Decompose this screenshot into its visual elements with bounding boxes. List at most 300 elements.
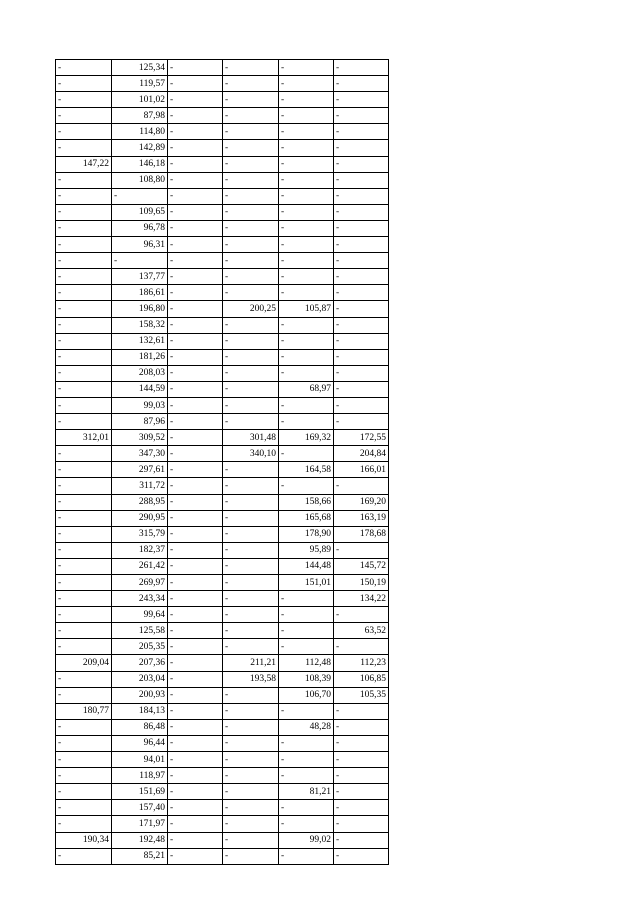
- table-cell: 144,59: [112, 381, 168, 397]
- table-row: [56, 172, 389, 188]
- table-cell: -: [168, 397, 223, 413]
- table-cell: 114,80: [112, 124, 168, 140]
- table-row: [56, 60, 389, 76]
- table-cell: 96,44: [112, 735, 168, 751]
- table-cell: -: [56, 752, 112, 768]
- table-cell: -: [279, 60, 334, 76]
- table-cell: 186,61: [112, 285, 168, 301]
- table-row: [56, 462, 389, 478]
- table-cell: -: [334, 237, 389, 253]
- table-cell: -: [223, 60, 279, 76]
- table-row: [56, 623, 389, 639]
- table-cell: 169,32: [279, 430, 334, 446]
- table-cell: 163,19: [334, 510, 389, 526]
- table-cell: -: [168, 285, 223, 301]
- table-cell: 158,32: [112, 317, 168, 333]
- table-cell: -: [56, 735, 112, 751]
- table-cell: 196,80: [112, 301, 168, 317]
- table-row: [56, 768, 389, 784]
- table-cell: -: [56, 848, 112, 864]
- table-cell: -: [56, 494, 112, 510]
- table-cell: -: [334, 752, 389, 768]
- table-row: [56, 816, 389, 832]
- table-row: [56, 591, 389, 607]
- table-cell: -: [168, 848, 223, 864]
- table-row: [56, 526, 389, 542]
- table-cell: -: [56, 381, 112, 397]
- table-cell: -: [168, 735, 223, 751]
- table-cell: -: [334, 639, 389, 655]
- table-cell: -: [223, 510, 279, 526]
- table-cell: -: [168, 526, 223, 542]
- table-cell: 48,28: [279, 719, 334, 735]
- table-cell: -: [279, 269, 334, 285]
- table-cell: -: [223, 285, 279, 301]
- table-cell: -: [334, 719, 389, 735]
- table-cell: -: [223, 623, 279, 639]
- table-cell: 190,34: [56, 832, 112, 848]
- table-cell: 87,96: [112, 414, 168, 430]
- table-cell: -: [334, 784, 389, 800]
- table-cell: 211,21: [223, 655, 279, 671]
- table-row: [56, 558, 389, 574]
- table-cell: -: [223, 381, 279, 397]
- table-cell: 145,72: [334, 558, 389, 574]
- table-cell: -: [223, 349, 279, 365]
- table-cell: -: [223, 558, 279, 574]
- table-cell: -: [334, 381, 389, 397]
- table-cell: -: [334, 848, 389, 864]
- table-cell: -: [56, 768, 112, 784]
- table-cell: -: [168, 317, 223, 333]
- table-cell: -: [334, 542, 389, 558]
- table-cell: -: [223, 140, 279, 156]
- table-cell: -: [168, 349, 223, 365]
- table-cell: 108,80: [112, 172, 168, 188]
- table-cell: -: [56, 623, 112, 639]
- table-cell: 315,79: [112, 526, 168, 542]
- table-cell: -: [223, 76, 279, 92]
- table-cell: 119,57: [112, 76, 168, 92]
- table-row: [56, 349, 389, 365]
- table-cell: -: [334, 735, 389, 751]
- table-cell: 109,65: [112, 204, 168, 220]
- table-row: [56, 156, 389, 172]
- table-cell: -: [223, 124, 279, 140]
- table-row: [56, 639, 389, 655]
- table-cell: -: [168, 430, 223, 446]
- data-table: [55, 59, 389, 865]
- table-cell: -: [168, 446, 223, 462]
- table-cell: -: [279, 333, 334, 349]
- table-cell: -: [168, 607, 223, 623]
- table-cell: -: [56, 558, 112, 574]
- table-cell: -: [279, 752, 334, 768]
- table-cell: -: [56, 108, 112, 124]
- table-cell: 137,77: [112, 269, 168, 285]
- table-cell: 340,10: [223, 446, 279, 462]
- table-cell: -: [56, 237, 112, 253]
- table-cell: -: [168, 156, 223, 172]
- table-cell: 142,89: [112, 140, 168, 156]
- table-cell: 68,97: [279, 381, 334, 397]
- table-cell: -: [223, 397, 279, 413]
- table-cell: 106,70: [279, 687, 334, 703]
- table-cell: -: [56, 60, 112, 76]
- table-cell: -: [56, 639, 112, 655]
- table-cell: 86,48: [112, 719, 168, 735]
- table-cell: 203,04: [112, 671, 168, 687]
- table-cell: -: [56, 478, 112, 494]
- table-cell: -: [168, 510, 223, 526]
- table-cell: -: [223, 156, 279, 172]
- table-cell: 147,22: [56, 156, 112, 172]
- table-row: [56, 301, 389, 317]
- table-row: [56, 124, 389, 140]
- table-cell: -: [223, 687, 279, 703]
- table-cell: 193,58: [223, 671, 279, 687]
- table-cell: -: [279, 140, 334, 156]
- table-cell: 172,55: [334, 430, 389, 446]
- table-cell: -: [279, 204, 334, 220]
- table-cell: -: [168, 832, 223, 848]
- table-cell: 184,13: [112, 703, 168, 719]
- table-cell: -: [56, 575, 112, 591]
- table-cell: 181,26: [112, 349, 168, 365]
- table-cell: -: [334, 607, 389, 623]
- table-cell: -: [168, 253, 223, 269]
- table-cell: 301,48: [223, 430, 279, 446]
- table-cell: -: [56, 269, 112, 285]
- table-row: [56, 333, 389, 349]
- table-cell: 312,01: [56, 430, 112, 446]
- table-cell: 204,84: [334, 446, 389, 462]
- table-cell: -: [223, 414, 279, 430]
- table-cell: -: [279, 478, 334, 494]
- table-cell: -: [334, 140, 389, 156]
- table-cell: -: [334, 301, 389, 317]
- table-cell: -: [112, 253, 168, 269]
- table-cell: -: [279, 703, 334, 719]
- table-cell: -: [279, 800, 334, 816]
- table-cell: -: [334, 365, 389, 381]
- table-cell: -: [168, 269, 223, 285]
- table-cell: -: [56, 124, 112, 140]
- table-row: [56, 510, 389, 526]
- table-cell: -: [56, 800, 112, 816]
- table-cell: -: [168, 558, 223, 574]
- table-cell: 347,30: [112, 446, 168, 462]
- table-cell: -: [56, 92, 112, 108]
- table-cell: -: [223, 800, 279, 816]
- table-cell: -: [168, 462, 223, 478]
- table-row: [56, 285, 389, 301]
- table-cell: 63,52: [334, 623, 389, 639]
- table-cell: -: [334, 703, 389, 719]
- table-cell: -: [168, 542, 223, 558]
- table-cell: -: [334, 816, 389, 832]
- table-cell: 99,02: [279, 832, 334, 848]
- table-cell: -: [223, 752, 279, 768]
- table-cell: 134,22: [334, 591, 389, 607]
- table-cell: -: [56, 317, 112, 333]
- table-cell: 106,85: [334, 671, 389, 687]
- table-cell: -: [168, 816, 223, 832]
- table-cell: 165,68: [279, 510, 334, 526]
- table-cell: -: [334, 285, 389, 301]
- table-cell: -: [223, 237, 279, 253]
- table-cell: -: [168, 768, 223, 784]
- table-cell: 243,34: [112, 591, 168, 607]
- table-cell: 125,34: [112, 60, 168, 76]
- table-cell: -: [279, 848, 334, 864]
- table-cell: 146,18: [112, 156, 168, 172]
- table-cell: 112,23: [334, 655, 389, 671]
- table-cell: -: [279, 768, 334, 784]
- table-cell: -: [56, 253, 112, 269]
- table-cell: -: [168, 301, 223, 317]
- table-cell: -: [334, 124, 389, 140]
- table-cell: -: [279, 639, 334, 655]
- table-cell: -: [334, 478, 389, 494]
- table-cell: -: [56, 784, 112, 800]
- table-cell: -: [334, 172, 389, 188]
- table-row: [56, 719, 389, 735]
- table-cell: -: [56, 140, 112, 156]
- table-cell: 192,48: [112, 832, 168, 848]
- table-cell: -: [56, 204, 112, 220]
- table-cell: -: [334, 220, 389, 236]
- table-cell: -: [223, 575, 279, 591]
- table-cell: -: [223, 719, 279, 735]
- table-row: [56, 381, 389, 397]
- table-cell: 96,31: [112, 237, 168, 253]
- table-cell: -: [279, 623, 334, 639]
- table-cell: 99,64: [112, 607, 168, 623]
- table-cell: -: [168, 92, 223, 108]
- table-row: [56, 446, 389, 462]
- table-cell: -: [56, 526, 112, 542]
- table-cell: 297,61: [112, 462, 168, 478]
- table-cell: -: [223, 768, 279, 784]
- table-cell: -: [168, 140, 223, 156]
- table-cell: -: [223, 607, 279, 623]
- table-row: [56, 832, 389, 848]
- table-cell: -: [279, 188, 334, 204]
- table-cell: -: [223, 188, 279, 204]
- table-row: [56, 800, 389, 816]
- table-cell: 209,04: [56, 655, 112, 671]
- table-cell: 85,21: [112, 848, 168, 864]
- table-cell: -: [56, 687, 112, 703]
- table-row: [56, 188, 389, 204]
- table-cell: -: [279, 735, 334, 751]
- table-cell: -: [56, 671, 112, 687]
- table-cell: -: [168, 365, 223, 381]
- table-row: [56, 269, 389, 285]
- table-row: [56, 848, 389, 864]
- table-cell: 208,03: [112, 365, 168, 381]
- table-row: [56, 784, 389, 800]
- table-cell: -: [279, 591, 334, 607]
- table-cell: 125,58: [112, 623, 168, 639]
- table-cell: 169,20: [334, 494, 389, 510]
- table-cell: 171,97: [112, 816, 168, 832]
- table-cell: -: [168, 703, 223, 719]
- table-cell: -: [223, 269, 279, 285]
- table-cell: 205,35: [112, 639, 168, 655]
- table-cell: -: [56, 333, 112, 349]
- table-cell: -: [279, 414, 334, 430]
- table-cell: -: [168, 60, 223, 76]
- table-cell: -: [279, 253, 334, 269]
- table-cell: 112,48: [279, 655, 334, 671]
- table-cell: 269,97: [112, 575, 168, 591]
- table-cell: -: [334, 253, 389, 269]
- table-cell: -: [168, 655, 223, 671]
- table-cell: -: [334, 92, 389, 108]
- table-cell: 178,90: [279, 526, 334, 542]
- table-cell: 311,72: [112, 478, 168, 494]
- table-row: [56, 687, 389, 703]
- table-cell: -: [168, 188, 223, 204]
- table-cell: 101,02: [112, 92, 168, 108]
- table-cell: 105,35: [334, 687, 389, 703]
- table-cell: -: [334, 317, 389, 333]
- table-cell: -: [168, 784, 223, 800]
- table-row: [56, 76, 389, 92]
- table-cell: -: [168, 204, 223, 220]
- table-cell: -: [56, 816, 112, 832]
- table-cell: -: [223, 542, 279, 558]
- table-row: [56, 253, 389, 269]
- table-cell: -: [168, 687, 223, 703]
- table-cell: -: [168, 494, 223, 510]
- table-cell: 94,01: [112, 752, 168, 768]
- table-cell: -: [168, 124, 223, 140]
- table-cell: -: [279, 220, 334, 236]
- table-cell: -: [279, 365, 334, 381]
- table-cell: 144,48: [279, 558, 334, 574]
- table-cell: -: [56, 591, 112, 607]
- table-row: [56, 108, 389, 124]
- table-cell: 200,93: [112, 687, 168, 703]
- table-cell: -: [279, 607, 334, 623]
- table-cell: -: [223, 108, 279, 124]
- table-cell: -: [223, 478, 279, 494]
- table-cell: -: [334, 204, 389, 220]
- table-row: [56, 204, 389, 220]
- table-cell: -: [168, 575, 223, 591]
- table-cell: -: [223, 253, 279, 269]
- table-row: [56, 430, 389, 446]
- table-cell: -: [112, 188, 168, 204]
- table-row: [56, 317, 389, 333]
- table-cell: -: [56, 172, 112, 188]
- data-table-body: [56, 60, 389, 865]
- table-row: [56, 140, 389, 156]
- table-cell: -: [56, 510, 112, 526]
- table-cell: -: [56, 365, 112, 381]
- table-cell: -: [56, 414, 112, 430]
- table-row: [56, 542, 389, 558]
- table-cell: -: [56, 188, 112, 204]
- table-row: [56, 365, 389, 381]
- table-cell: 261,42: [112, 558, 168, 574]
- table-cell: -: [168, 237, 223, 253]
- table-row: [56, 671, 389, 687]
- table-cell: -: [334, 349, 389, 365]
- table-cell: -: [223, 735, 279, 751]
- table-cell: -: [56, 462, 112, 478]
- table-cell: -: [279, 124, 334, 140]
- table-cell: -: [334, 832, 389, 848]
- table-cell: -: [168, 76, 223, 92]
- table-cell: -: [168, 719, 223, 735]
- table-cell: -: [279, 76, 334, 92]
- table-cell: -: [223, 639, 279, 655]
- table-cell: -: [56, 349, 112, 365]
- table-cell: -: [168, 220, 223, 236]
- table-cell: 178,68: [334, 526, 389, 542]
- table-row: [56, 752, 389, 768]
- table-cell: 105,87: [279, 301, 334, 317]
- table-cell: 150,19: [334, 575, 389, 591]
- table-row: [56, 494, 389, 510]
- table-cell: -: [223, 816, 279, 832]
- table-cell: 200,25: [223, 301, 279, 317]
- table-cell: 180,77: [56, 703, 112, 719]
- table-cell: -: [56, 719, 112, 735]
- table-cell: -: [56, 542, 112, 558]
- table-cell: -: [223, 317, 279, 333]
- table-cell: -: [279, 172, 334, 188]
- table-cell: -: [168, 172, 223, 188]
- table-cell: 118,97: [112, 768, 168, 784]
- table-cell: -: [56, 76, 112, 92]
- table-cell: -: [334, 188, 389, 204]
- table-cell: 99,03: [112, 397, 168, 413]
- table-cell: -: [56, 285, 112, 301]
- table-cell: -: [223, 204, 279, 220]
- table-cell: -: [334, 800, 389, 816]
- table-cell: 81,21: [279, 784, 334, 800]
- table-cell: 87,98: [112, 108, 168, 124]
- table-cell: -: [223, 172, 279, 188]
- table-cell: -: [334, 156, 389, 172]
- table-row: [56, 478, 389, 494]
- table-cell: 151,01: [279, 575, 334, 591]
- table-cell: -: [223, 703, 279, 719]
- table-cell: -: [168, 800, 223, 816]
- table-cell: 96,78: [112, 220, 168, 236]
- table-cell: -: [279, 92, 334, 108]
- table-cell: -: [334, 414, 389, 430]
- table-cell: -: [56, 446, 112, 462]
- table-cell: 151,69: [112, 784, 168, 800]
- table-cell: -: [223, 220, 279, 236]
- table-row: [56, 607, 389, 623]
- table-cell: -: [279, 285, 334, 301]
- table-row: [56, 220, 389, 236]
- table-row: [56, 397, 389, 413]
- table-cell: 288,95: [112, 494, 168, 510]
- table-cell: 166,01: [334, 462, 389, 478]
- table-cell: -: [279, 397, 334, 413]
- table-cell: -: [223, 848, 279, 864]
- table-cell: -: [334, 108, 389, 124]
- table-row: [56, 575, 389, 591]
